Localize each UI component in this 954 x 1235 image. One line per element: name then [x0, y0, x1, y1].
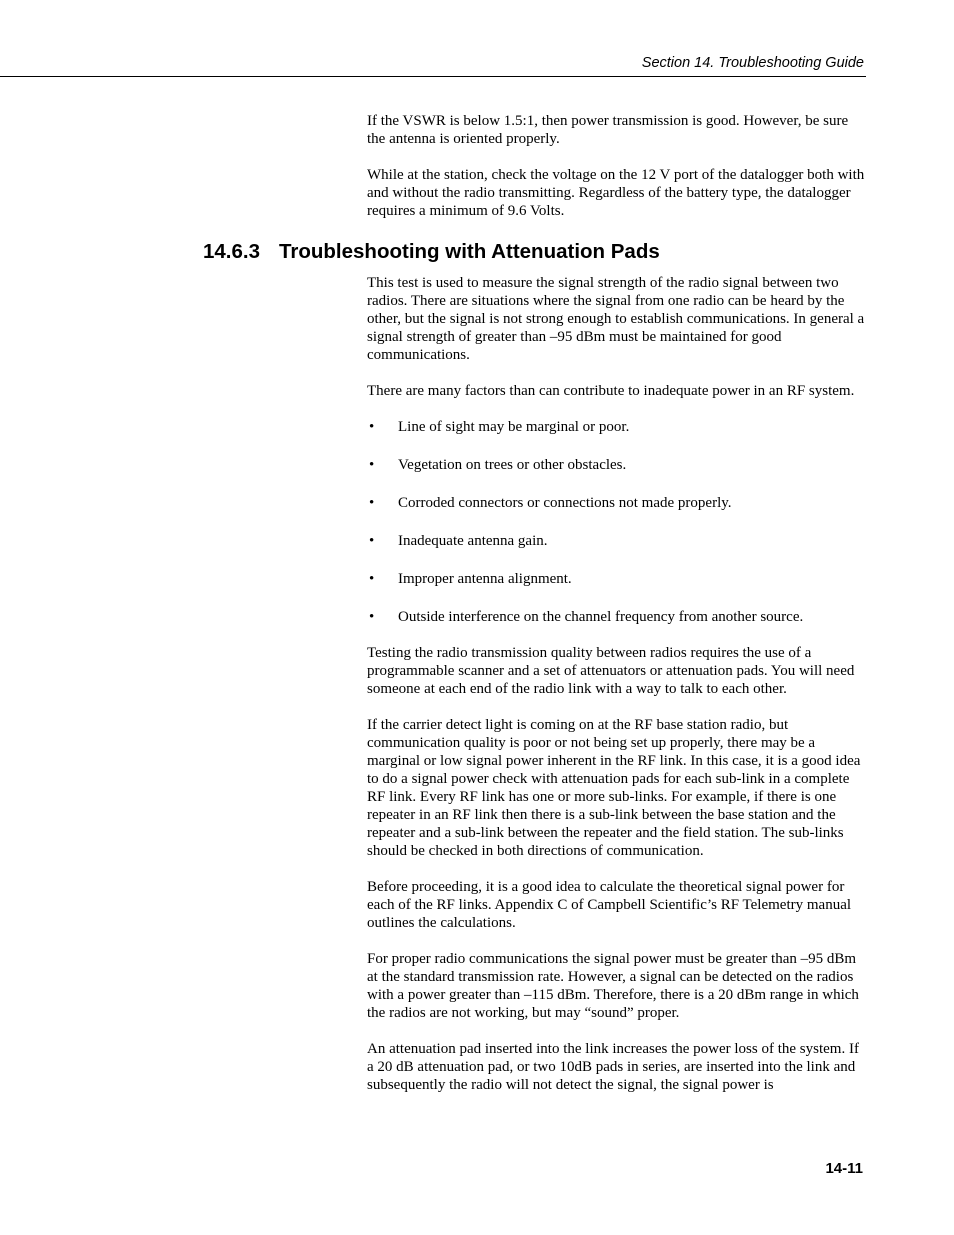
list-item: [367, 570, 867, 588]
paragraph-attenuation-pad: An attenuation pad inserted into the link increases the power loss of the system. If a 20 dB attenuation pad, or two 10dB pads in series, are inserted into the link and subsequently the radio will not detect the signal, the signal power is: [367, 1041, 859, 1093]
list-item: [367, 494, 867, 512]
list-item: [367, 608, 867, 626]
paragraph-signal-power: For proper radio communications the signal power must be greater than –95 dBm at the standard transmission rate. However, a signal can be detected on the radios with a power greater than –115 dBm. Therefore, there is a 20 dBm range in which the radios are not working, but may “sound” proper.: [367, 951, 859, 1021]
list-item-text: Corroded connectors or connections not made properly.: [398, 495, 732, 511]
page-number: 14-11: [825, 1160, 863, 1177]
header-rule: [0, 76, 866, 77]
paragraph-testing-quality: Testing the radio transmission quality between radios requires the use of a programmable scanner and a set of attenuators or attenuation pads. You will need someone at each end of the radio link with a way to talk to each other.: [367, 645, 855, 697]
bullet-icon: •: [369, 571, 375, 587]
section-body: [367, 274, 867, 1112]
factors-list: [367, 418, 867, 626]
bullet-icon: •: [369, 495, 375, 511]
list-item-text: Improper antenna alignment.: [398, 571, 572, 587]
list-item: [367, 532, 867, 550]
bullet-icon: •: [369, 457, 375, 473]
paragraph-factors-intro: There are many factors than can contribute to inadequate power in an RF system.: [367, 383, 855, 399]
list-item-text: Inadequate antenna gain.: [398, 533, 548, 549]
paragraph-test-purpose: This test is used to measure the signal strength of the radio signal between two radios. There are situations where the signal from one radio can be heard by the other, but the signal is not strong enough to establish communications. In general a signal strength of greater than –95 dBm must be maintained for good communications.: [367, 275, 865, 363]
bullet-icon: •: [369, 533, 375, 549]
list-item-text: Vegetation on trees or other obstacles.: [398, 457, 627, 473]
section-number: 14.6.3: [203, 240, 260, 263]
bullet-icon: •: [369, 419, 375, 435]
list-item-text: Line of sight may be marginal or poor.: [398, 419, 630, 435]
intro-text-block: [367, 112, 867, 238]
paragraph-before-proceeding: Before proceeding, it is a good idea to calculate the theoretical signal power for each of the RF links. Appendix C of Campbell Scientific’s RF Telemetry manual outlines the calculations.: [367, 879, 852, 931]
section-heading: [203, 239, 660, 265]
paragraph-carrier-detect: If the carrier detect light is coming on at the RF base station radio, but communication quality is poor or not being set up properly, there may be a marginal or low signal power inherent in the RF link. In this case, it is a good idea to do a signal power check with attenuation pads for each sub-link in a complete RF link. Every RF link has one or more sub-links. For example, if there is one repeater in an RF link then there is a sub-link between the base station and the repeater and a sub-link between the repeater and the field station. The sub-links should be checked in both directions of communication.: [367, 717, 861, 859]
intro-paragraph-vswr: If the VSWR is below 1.5:1, then power transmission is good. However, be sure the antenna is oriented properly.: [367, 113, 849, 147]
list-item: [367, 456, 867, 474]
list-item-text: Outside interference on the channel frequency from another source.: [398, 609, 804, 625]
list-item: [367, 418, 867, 436]
running-header: Section 14. Troubleshooting Guide: [641, 55, 864, 71]
section-title: Troubleshooting with Attenuation Pads: [279, 240, 660, 263]
intro-paragraph-voltage: While at the station, check the voltage on the 12 V port of the datalogger both with and without the radio transmitting. Regardless of the battery type, the datalogger requires a minimum of 9.6 Volts.: [367, 167, 865, 219]
bullet-icon: •: [369, 609, 375, 625]
